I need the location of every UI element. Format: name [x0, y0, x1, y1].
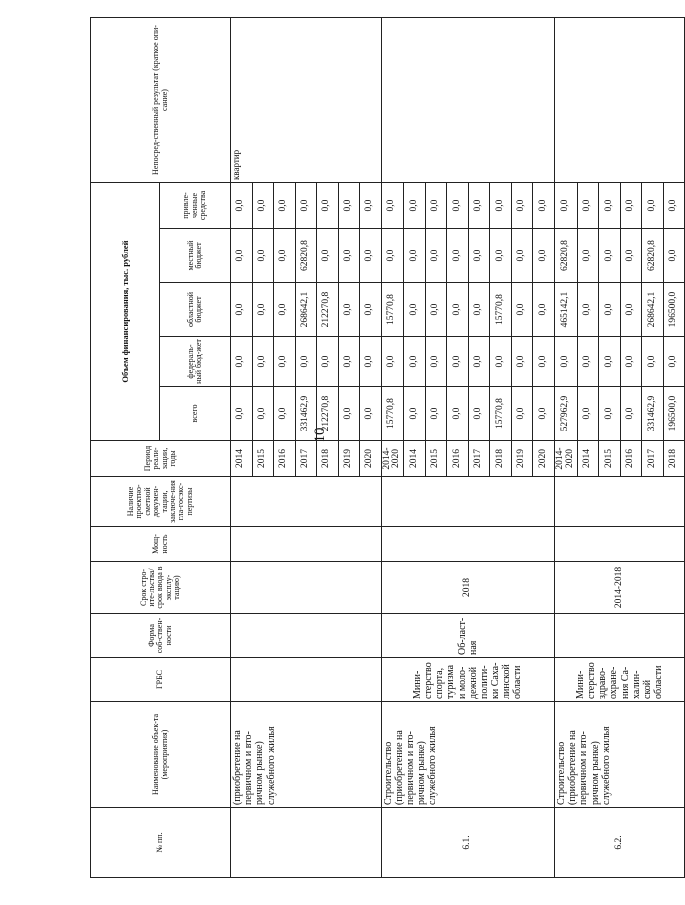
financing-table [90, 17, 685, 878]
period-year: 2020 [360, 441, 382, 477]
regional-value: 0,0 [468, 283, 490, 337]
regional-value: 0,0 [252, 283, 274, 337]
local-value: 0,0 [274, 229, 296, 283]
local-value: 0,0 [381, 229, 404, 283]
header-docs: Наличие проектно-сметной докумен-тации, заключе-ния гла-госэкс-пертизы [91, 477, 231, 527]
period-year: 2018 [490, 441, 512, 477]
regional-value: 0,0 [533, 283, 555, 337]
other-value: 0,0 [360, 183, 382, 229]
header-federal: федераль-ный бюд-жет [160, 337, 231, 387]
other-value: 0,0 [231, 183, 253, 229]
row-number: 6.2. [554, 808, 684, 878]
ownership-form: Об-ласт-ная [381, 614, 554, 658]
total-value: 15770,8 [381, 387, 404, 441]
federal-value: 0,0 [360, 337, 382, 387]
period-year: 2017 [468, 441, 490, 477]
federal-value: 0,0 [338, 337, 360, 387]
total-value: 0,0 [338, 387, 360, 441]
other-value: 0,0 [295, 183, 317, 229]
local-value: 0,0 [338, 229, 360, 283]
local-value: 62820,8 [295, 229, 317, 283]
federal-value: 0,0 [490, 337, 512, 387]
local-value: 0,0 [404, 229, 426, 283]
header-result: Непосред-ственный результат (краткое опи-сание) [91, 18, 231, 183]
other-value: 0,0 [252, 183, 274, 229]
total-value: 0,0 [274, 387, 296, 441]
regional-value: 0,0 [274, 283, 296, 337]
regional-value: 0,0 [404, 283, 426, 337]
local-value: 62820,8 [554, 229, 577, 283]
federal-value: 0,0 [663, 337, 685, 387]
regional-value: 212270,8 [317, 283, 339, 337]
total-value: 0,0 [511, 387, 533, 441]
regional-value: 465142,1 [554, 283, 577, 337]
local-value: 0,0 [252, 229, 274, 283]
total-value: 527962,9 [554, 387, 577, 441]
header-term: Срок стро-ите-льства/срок ввода в эксплу-тацию) [91, 562, 231, 614]
period-year: 2015 [599, 441, 621, 477]
local-value: 0,0 [599, 229, 621, 283]
construction-term: 2018 [381, 562, 554, 614]
period-year: 2015 [252, 441, 274, 477]
header-regional: областной бюджет [160, 283, 231, 337]
other-value: 0,0 [404, 183, 426, 229]
total-value: 331462,9 [642, 387, 664, 441]
result-cell [381, 18, 554, 183]
other-value: 0,0 [533, 183, 555, 229]
other-value: 0,0 [577, 183, 599, 229]
local-value: 0,0 [231, 229, 253, 283]
table-row [554, 18, 577, 878]
ownership-form-cell [554, 614, 684, 658]
period-year: 2017 [642, 441, 664, 477]
other-value: 0,0 [317, 183, 339, 229]
regional-value: 0,0 [425, 283, 447, 337]
federal-value: 0,0 [511, 337, 533, 387]
result-cell [554, 18, 684, 183]
total-value: 0,0 [533, 387, 555, 441]
period-year: 2018 [663, 441, 685, 477]
rotated-table-container [90, 18, 679, 878]
federal-value: 0,0 [447, 337, 469, 387]
regional-value: 0,0 [360, 283, 382, 337]
ownership-form-cell [231, 614, 382, 658]
term-cell [231, 562, 382, 614]
capacity-cell [554, 527, 684, 562]
period-year: 2014 [404, 441, 426, 477]
regional-value: 268642,1 [642, 283, 664, 337]
header-total: всего [160, 387, 231, 441]
local-value: 0,0 [317, 229, 339, 283]
header-other: привле-ченные средства [160, 183, 231, 229]
period-year: 2018 [317, 441, 339, 477]
local-value: 0,0 [620, 229, 642, 283]
construction-term: 2014-2018 [554, 562, 684, 614]
period-year: 2014 [577, 441, 599, 477]
period-year: 2015 [425, 441, 447, 477]
total-value: 212270,8 [317, 387, 339, 441]
total-value: 15770,8 [490, 387, 512, 441]
federal-value: 0,0 [404, 337, 426, 387]
period-year: 2014-2020 [554, 441, 577, 477]
other-value: 0,0 [642, 183, 664, 229]
result-cell: квартир [231, 18, 382, 183]
row-number-cell [231, 808, 382, 878]
local-value: 0,0 [511, 229, 533, 283]
federal-value: 0,0 [425, 337, 447, 387]
federal-value: 0,0 [554, 337, 577, 387]
period-year: 2014-2020 [381, 441, 404, 477]
object-name: (приобретение на первичном и вто-ричном рынке) служебного жилья [231, 702, 382, 808]
federal-value: 0,0 [642, 337, 664, 387]
total-value: 0,0 [425, 387, 447, 441]
row-number: 6.1. [381, 808, 554, 878]
period-year: 2017 [295, 441, 317, 477]
total-value: 0,0 [468, 387, 490, 441]
header-name: Наименование объек-та (мероприятия) [91, 702, 231, 808]
regional-value: 268642,1 [295, 283, 317, 337]
page-number: 10 [312, 427, 328, 443]
local-value: 0,0 [468, 229, 490, 283]
header-grbs: ГРБС [91, 658, 231, 702]
local-value: 0,0 [577, 229, 599, 283]
other-value: 0,0 [663, 183, 685, 229]
other-value: 0,0 [599, 183, 621, 229]
period-year: 2014 [231, 441, 253, 477]
total-value: 331462,9 [295, 387, 317, 441]
local-value: 0,0 [663, 229, 685, 283]
total-value: 196500,0 [663, 387, 685, 441]
other-value: 0,0 [490, 183, 512, 229]
period-year: 2016 [447, 441, 469, 477]
period-year: 2020 [533, 441, 555, 477]
object-name: Строительство (приобретение на первичном и вто-ричном рынке) служебного жилья [554, 702, 684, 808]
federal-value: 0,0 [599, 337, 621, 387]
total-value: 0,0 [404, 387, 426, 441]
other-value: 0,0 [447, 183, 469, 229]
regional-value: 0,0 [338, 283, 360, 337]
other-value: 0,0 [274, 183, 296, 229]
docs-cell [381, 477, 554, 527]
table-row [381, 18, 404, 878]
regional-value: 15770,8 [381, 283, 404, 337]
total-value: 0,0 [577, 387, 599, 441]
header-local: местный бюджет [160, 229, 231, 283]
table-row [231, 18, 253, 878]
capacity-cell [381, 527, 554, 562]
federal-value: 0,0 [533, 337, 555, 387]
federal-value: 0,0 [295, 337, 317, 387]
total-value: 0,0 [599, 387, 621, 441]
grbs-name: Мини-стерство здраво-охране-ния Са-халин-ской области [554, 658, 684, 702]
header-no: № пп. [91, 808, 231, 878]
other-value: 0,0 [468, 183, 490, 229]
period-year: 2016 [620, 441, 642, 477]
total-value: 0,0 [252, 387, 274, 441]
total-value: 0,0 [360, 387, 382, 441]
regional-value: 196500,0 [663, 283, 685, 337]
header-funding-group: Объем финансирования, тыс. рублей [91, 183, 160, 441]
other-value: 0,0 [381, 183, 404, 229]
federal-value: 0,0 [317, 337, 339, 387]
regional-value: 0,0 [447, 283, 469, 337]
federal-value: 0,0 [252, 337, 274, 387]
total-value: 0,0 [231, 387, 253, 441]
local-value: 62820,8 [642, 229, 664, 283]
regional-value: 0,0 [231, 283, 253, 337]
other-value: 0,0 [511, 183, 533, 229]
regional-value: 0,0 [620, 283, 642, 337]
federal-value: 0,0 [381, 337, 404, 387]
federal-value: 0,0 [577, 337, 599, 387]
regional-value: 0,0 [599, 283, 621, 337]
local-value: 0,0 [533, 229, 555, 283]
period-year: 2019 [338, 441, 360, 477]
federal-value: 0,0 [620, 337, 642, 387]
docs-cell [554, 477, 684, 527]
local-value: 0,0 [490, 229, 512, 283]
regional-value: 15770,8 [490, 283, 512, 337]
other-value: 0,0 [338, 183, 360, 229]
local-value: 0,0 [425, 229, 447, 283]
federal-value: 0,0 [274, 337, 296, 387]
other-value: 0,0 [554, 183, 577, 229]
local-value: 0,0 [360, 229, 382, 283]
docs-cell [231, 477, 382, 527]
other-value: 0,0 [620, 183, 642, 229]
grbs-name: Мини-стерство спорта, туризма и моло-дежной полити-ки Саха-линской области [381, 658, 554, 702]
grbs-cell [231, 658, 382, 702]
object-name: Строительство (приобретение на первичном и вто-ричном рынке) служебного жилья [381, 702, 554, 808]
capacity-cell [231, 527, 382, 562]
header-form: Форма соб-ствен-ности [91, 614, 231, 658]
total-value: 0,0 [447, 387, 469, 441]
header-period: Период реали-зации, годы [91, 441, 231, 477]
regional-value: 0,0 [577, 283, 599, 337]
federal-value: 0,0 [468, 337, 490, 387]
header-capacity: Мощ-ность [91, 527, 231, 562]
regional-value: 0,0 [511, 283, 533, 337]
period-year: 2016 [274, 441, 296, 477]
period-year: 2019 [511, 441, 533, 477]
federal-value: 0,0 [231, 337, 253, 387]
total-value: 0,0 [620, 387, 642, 441]
other-value: 0,0 [425, 183, 447, 229]
local-value: 0,0 [447, 229, 469, 283]
